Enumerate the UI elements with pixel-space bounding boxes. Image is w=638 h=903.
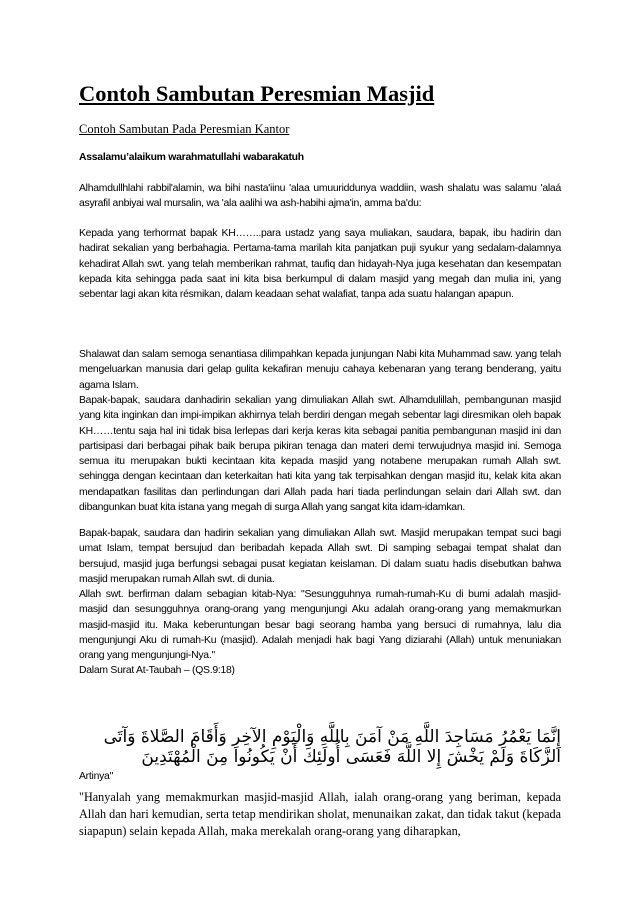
- paragraph-masjid-tempat-suci: Bapak-bapak, saudara dan hadirin sekalian yang dimuliakan Allah swt. Masjid merupakan tempat suci bagi umat Islam, tempat bersujud dan beribadah kepada Allah swt. Di samping sebagai tempat shalat dan bersujud, masjid juga berfungsi sebagai pusat kegiatan keislaman. Di dalam suatu hadis disebutkan bahwa masjid merupakan rumah Allah swt. di dunia.: [79, 528, 561, 585]
- document-subtitle: Contoh Sambutan Pada Peresmian Kantor: [79, 122, 290, 136]
- document-title: Contoh Sambutan Peresmian Masjid: [79, 81, 435, 106]
- arabic-verse: إِنَّمَا يَعْمُرُ مَسَاجِدَ اللَّهِ مَنْ آمَنَ بِاللَّهِ وَالْيَوْمِ الآخِرِ وَأَقَامَ الصَّلاةَ وَآتَى الزَّكَاةَ وَلَمْ يَخْشَ إِلا اللَّهَ فَعَسَى أُولَئِكَ أَنْ يَكُونُوا مِنَ الْمُهْتَدِينَ: [103, 727, 561, 767]
- paragraph-opening: Alhamdullhlahi rabbil'alamin, wa bihi nasta'iinu 'alaa umuuriddunya waddiin, wash shalatu was salamu 'alaá asyrafil anbiyai wal mursalin, wa 'ala aalihi wa ash-habihi ajma'in, amma ba'du:: [79, 183, 561, 210]
- paragraph-address: Kepada yang terhormat bapak KH……..para ustadz yang saya muliakan, saudara, bapak, ibu hadirin dan hadirat sekalian yang berbahagia. Pertama-tama marilah kita panjatkan puji syukur yang sedalam-dalamnya kehadirat Allah swt. yang telah memberikan rahmat, taufiq dan hidayah-Nya juga kesehatan dan kesempatan kepada kita sehingga pada saat ini kita bisa berkumpul di dalam masjid yang megah dan mulia ini, yang sebentar lagi akan kita résmikan, dalam keadaan sehat walafiat, tanpa ada suatu halangan apapun.: [79, 228, 561, 301]
- paragraph-pembangunan: Bapak-bapak, saudara danhadirin sekalian yang dimuliakan Allah swt. Alhamdulillah, pembangunan masjid yang kita inginkan dan impi-impikan akhirnya telah berdiri dengan megah sebentar lagi diresmikan oleh bapak KH……tentu saja hal ini tidak bisa lerlepas dari kerja keras kita sebagai panitia pembangunan masjid ini dan partisipasi dari berbagai pihak baik berupa pikiran tenaga dan materi demi terwujudnya masjid ini. Semoga semua itu merupakan bukti kecintaan kita kepada masjid yang notabene merupakan rumah Allah swt. sehingga dengan kecintaan dan keterkaitan hati kita yang tak terpisahkan dengan masjid itu, kelak kita akan mendapatkan fasilitas dan perlindungan dari Allah pada hari tiada perlindungan selain dari Allah swt. dan dibangunkan buat kita istana yang megah di surga Allah yang sangat kita idam-idamkan.: [79, 395, 561, 514]
- artinya-label: Artinya": [79, 771, 114, 782]
- greeting: Assalamu’alaikum warahmatullahi wabarakatuh: [79, 152, 304, 163]
- verse-translation: "Hanyalah yang memakmurkan masjid-masjid Allah, ialah orang-orang yang beriman, kepada Allah dan hari kemudian, serta tetap mendirikan sholat, menunaikan zakat, dan tidak takut (kepada siapapun) selain kepada Allah, maka merekalah orang-orang yang diharapkan,: [79, 790, 561, 838]
- paragraph-firman: Allah swt. berfirman dalam sebagian kitab-Nya: "Sesungguhnya rumah-rumah-Ku di bumi adalah masjid-masjid dan sesungguhnya orang-orang yang mengunjungi Aku adalah orang-orang yang memakmurkan masjid-masjid itu. Maka keberuntungan besar bagi seorang hamba yang bersuci di rumahnya, lalu dia mengunjungi Aku di rumah-Ku (masjid). Adalah menjadi hak bagi Yang diziarahi (Allah) untuk menuniakan orang yang mengunjungi-Nya." Dalam Surat At-Taubah – (QS.9:18): [79, 589, 561, 677]
- paragraph-shalawat: Shalawat dan salam semoga senantiasa dilimpahkan kepada junjungan Nabi kita Muhammad saw. yang telah mengeluarkan manusia dari gelap gulita kekafiran menuju cahaya kebenaran yang terang benderang, yaitu agama Islam.: [79, 349, 561, 391]
